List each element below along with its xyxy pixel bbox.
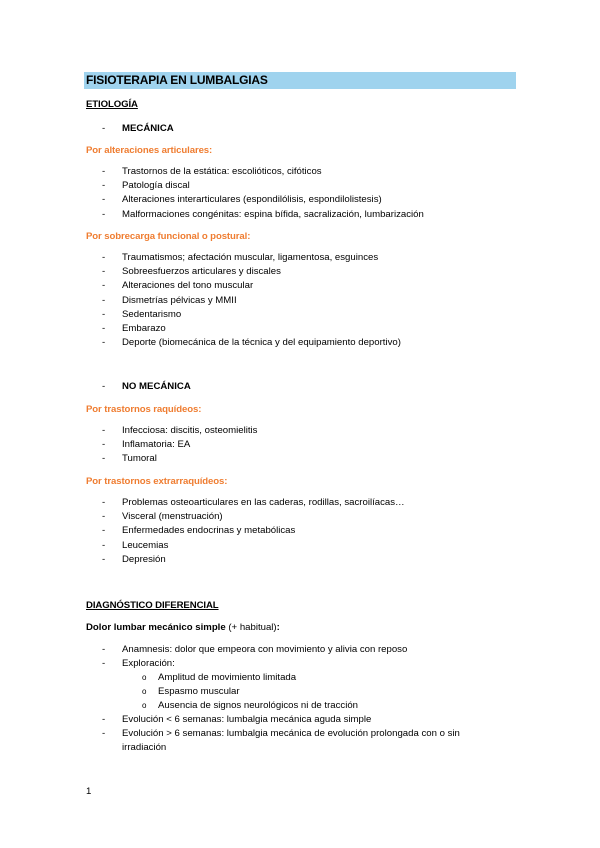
section-heading-etiologia: ETIOLOGÍA <box>86 99 138 110</box>
document-page: FISIOTERAPIA EN LUMBALGIAS ETIOLOGÍA - MECÁNICA Por alteraciones articulares: - Trastornos de la estática: escolióticos, cifóticos - Patología discal - Alteraciones interarticulares (espondilólisis, espondilolistesis) - Malformaciones congénitas: espina bífida, sacralización, lumbarización Por sobrecarga funcional o postural: - Traumatismos; afectación muscular, ligamentosa, esguinces - Sobreesfuerzos articulares y discales - Alteraciones del tono muscular - Dismetrías pélvicas y MMII - Sedentarismo - Embarazo - Deporte (biomecánica de la técnica y del equipamiento deportivo) - NO MECÁNICA Por trastornos raquídeos: - Infecciosa: discitis, osteomielitis - Inflamatoria: EA - Tumoral Por trastornos extrarraquídeos: - Problemas osteoarticulares en las caderas, rodillas, sacroilíacas… - Visceral (menstruación) - Enfermedades endocrinas y metabólicas - Leucemias - Depresión DIAGNÓSTICO DIFERENCIAL Dolor lumbar mecánico simple (+ habitual): - Anamnesis: dolor que empeora con movimiento y alivia con reposo - Exploración: o Amplitud de movimiento limitada o Espasmo muscular o Ausencia de signos neurológicos ni de tracción - Evolución < 6 semanas: lumbalgia mecánica aguda simple - Evolución > 6 semanas: lumbalgia mecánica de evolución prolongada con o sin irradiación 1 <box>0 0 600 848</box>
category-label: MECÁNICA <box>122 123 174 134</box>
subheading-sobrecarga: Por sobrecarga funcional o postural: <box>86 231 251 242</box>
document-title: FISIOTERAPIA EN LUMBALGIAS <box>84 72 516 89</box>
subheading-colon: : <box>276 622 280 633</box>
dash: - <box>102 381 106 392</box>
page-number: 1 <box>86 786 92 797</box>
subheading-raquideos: Por trastornos raquídeos: <box>86 404 202 415</box>
section-heading-diagnostico: DIAGNÓSTICO DIFERENCIAL <box>86 600 219 611</box>
subheading-dolor-lumbar <box>86 622 280 633</box>
category-no-mecanica <box>102 381 191 392</box>
subheading-note: (+ habitual) <box>225 622 277 633</box>
subheading-extrarraquideos: Por trastornos extrarraquídeos: <box>86 476 228 487</box>
category-mecanica <box>102 123 174 134</box>
category-label: NO MECÁNICA <box>122 381 191 392</box>
subheading-bold: Dolor lumbar mecánico simple <box>86 622 226 633</box>
subheading-articulares: Por alteraciones articulares: <box>86 145 213 156</box>
dash: - <box>102 123 106 134</box>
